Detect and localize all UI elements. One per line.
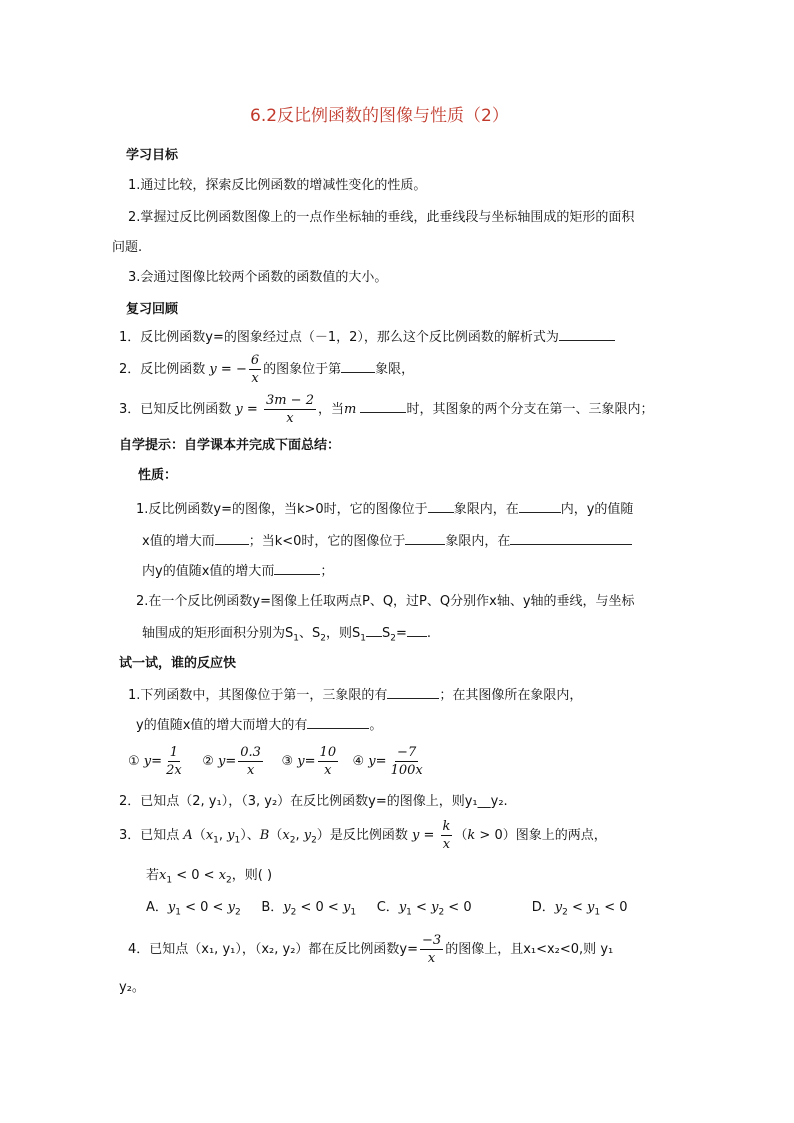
answer-blank[interactable] bbox=[428, 498, 454, 513]
try-heading: 试一试，谁的反应快 bbox=[119, 656, 237, 671]
page-title: 6.2反比例函数的图像与性质（2） bbox=[250, 106, 509, 126]
fraction: $\frac{0.3}{x}$ bbox=[240, 745, 261, 778]
fraction: $\frac{-3}{x}$ bbox=[422, 933, 442, 966]
option-marker: ③ bbox=[281, 754, 294, 769]
fraction: $\frac{10}{x}$ bbox=[319, 745, 337, 778]
property-text: ；当k<0时，它的图像位于 bbox=[248, 534, 406, 549]
question-text: 是反比例函数 bbox=[329, 828, 408, 843]
goal-item: 2.掌握过反比例函数图像上的一点作坐标轴的垂线，此垂线段与坐标轴围成的矩形的面积 bbox=[128, 210, 635, 225]
goals-heading: 学习目标 bbox=[126, 148, 179, 163]
choice-label: C． bbox=[376, 900, 399, 915]
fraction: $\frac{3m - 2}{x}$ bbox=[265, 393, 314, 426]
property-text: ； bbox=[320, 564, 334, 579]
option-marker: ① bbox=[128, 754, 140, 769]
answer-blank[interactable] bbox=[307, 714, 369, 729]
function-options: ① y= $\frac{1}{2x}$ ② y= $\frac{0.3}{x}$ ③ y= $\frac{10}{x}$ ④ y= $\frac{-7}{100x}$ bbox=[128, 745, 423, 778]
answer-blank[interactable] bbox=[519, 498, 561, 513]
review-heading: 复习回顾 bbox=[126, 302, 179, 317]
answer-blank[interactable] bbox=[407, 622, 427, 637]
choice-label: A． bbox=[146, 900, 168, 915]
question-text: 的图象位于第 bbox=[263, 362, 342, 377]
question-text: 若 bbox=[146, 868, 160, 883]
property-text: 内y的值随x值的增大而 bbox=[142, 564, 275, 579]
property-text: 轴围成的矩形面积分别为S bbox=[142, 626, 294, 641]
option-marker: ② bbox=[202, 754, 214, 769]
question-text: ；在其图像所在象限内， bbox=[439, 688, 583, 703]
property-line bbox=[142, 560, 333, 582]
question-text: 3．已知反比例函数 bbox=[119, 402, 232, 417]
review-question-3: 3．已知反比例函数 y = $\frac{3m - 2}{x}$ ，当m 时，其图象的两个分支在第一、三象限内； bbox=[119, 393, 654, 426]
property-text: x值的增大而 bbox=[142, 534, 215, 549]
question-text: 4．已知点（x₁, y₁），（x₂, y₂）都在反比例函数y= bbox=[128, 942, 419, 957]
fraction: $\frac{-7}{100x}$ bbox=[390, 745, 423, 778]
question-text: ，当 bbox=[317, 402, 344, 417]
option-marker: ④ bbox=[352, 754, 365, 769]
question-text: 象限， bbox=[375, 362, 415, 377]
property-text: . bbox=[426, 626, 432, 641]
review-question-1 bbox=[119, 326, 615, 348]
property-text: = bbox=[396, 626, 407, 641]
property-line: 轴围成的矩形面积分别为$S_1$、$S_2$，则$S_1$ $S_2=$ . bbox=[142, 622, 431, 649]
property-text: ，则S bbox=[326, 626, 361, 641]
answer-blank[interactable] bbox=[215, 530, 249, 545]
try-question-1 bbox=[136, 714, 382, 736]
choice-row: A．$y_1 < 0 < y_2$ B．$y_2 < 0 < y_1$ C．$y_1 < y_2 < 0$ D．$y_2 < y_1 < 0$ bbox=[146, 900, 628, 918]
answer-blank[interactable] bbox=[360, 398, 406, 413]
property-line bbox=[136, 498, 633, 520]
answer-blank[interactable] bbox=[366, 622, 382, 637]
property-text: 象限内，在 bbox=[453, 502, 519, 517]
question-text: 1．反比例函数y=的图象经过点（－1，2），那么这个反比例函数的解析式为 bbox=[119, 330, 559, 345]
goal-item: 问题. bbox=[112, 240, 143, 255]
review-question-2: 2．反比例函数 y = − $\frac{6}{x}$ 的图象位于第 象限， bbox=[119, 353, 415, 386]
answer-blank[interactable] bbox=[341, 358, 375, 373]
answer-blank[interactable] bbox=[510, 530, 632, 545]
question-text: 1.下列函数中，其图像位于第一，三象限的有 bbox=[128, 688, 388, 703]
try-question-3: 3．已知点 $A(x_1$, $y_1$）、$B(x_2$, $y_2$）是反比例函数 y = $\frac{k}{x}$ （k > 0）图象上的两点， bbox=[119, 819, 607, 852]
question-text: 。 bbox=[369, 718, 383, 733]
property-text: 内，y的值随 bbox=[560, 502, 634, 517]
choice-label: D． bbox=[531, 900, 555, 915]
property-text: 1.反比例函数y=的图像，当k>0时，它的图像位于 bbox=[136, 502, 428, 517]
try-question-4 bbox=[128, 930, 613, 970]
properties-heading: 性质： bbox=[138, 468, 178, 483]
answer-blank[interactable] bbox=[387, 684, 439, 699]
property-line bbox=[142, 530, 632, 552]
answer-blank[interactable] bbox=[274, 560, 320, 575]
property-text: 象限内，在 bbox=[445, 534, 511, 549]
question-text: y的值随x值的增大而增大的有 bbox=[136, 718, 308, 733]
self-study-heading: 自学提示：自学课本并完成下面总结： bbox=[119, 438, 341, 453]
question-text: 时，其图象的两个分支在第一、三象限内； bbox=[406, 402, 654, 417]
question-text: 2．反比例函数 bbox=[119, 362, 206, 377]
choice-label: B． bbox=[261, 900, 284, 915]
answer-blank[interactable] bbox=[405, 530, 445, 545]
goal-item: 1.通过比较，探索反比例函数的增减性变化的性质。 bbox=[128, 178, 427, 193]
try-question-2: 2．已知点（2, y₁），（3, y₂）在反比例函数y=的图像上，则y₁__y₂. bbox=[119, 794, 508, 809]
question-text: 图象上的两点， bbox=[515, 828, 607, 843]
fraction: $\frac{6}{x}$ bbox=[250, 353, 260, 386]
question-text: 的图像上，且x₁<x₂<0,则 y₁ bbox=[445, 942, 614, 957]
property-line: 2.在一个反比例函数y=图像上任取两点P、Q，过P、Q分别作x轴、y轴的垂线，与坐标 bbox=[136, 594, 635, 609]
property-text: S bbox=[382, 626, 391, 641]
property-text: 、S bbox=[299, 626, 321, 641]
try-question-4: y₂。 bbox=[119, 980, 145, 995]
fraction: $\frac{1}{2x}$ bbox=[166, 745, 182, 778]
question-text: ，则( ) bbox=[231, 868, 273, 883]
fraction: $\frac{k}{x}$ bbox=[442, 819, 451, 852]
try-question-1 bbox=[128, 684, 582, 706]
try-question-3-condition: 若$x_1 < 0 < x_2$，则( ) bbox=[146, 868, 273, 886]
answer-blank[interactable] bbox=[559, 326, 615, 341]
question-text: 3．已知点 bbox=[119, 828, 180, 843]
goal-item: 3.会通过图像比较两个函数的函数值的大小。 bbox=[128, 270, 388, 285]
